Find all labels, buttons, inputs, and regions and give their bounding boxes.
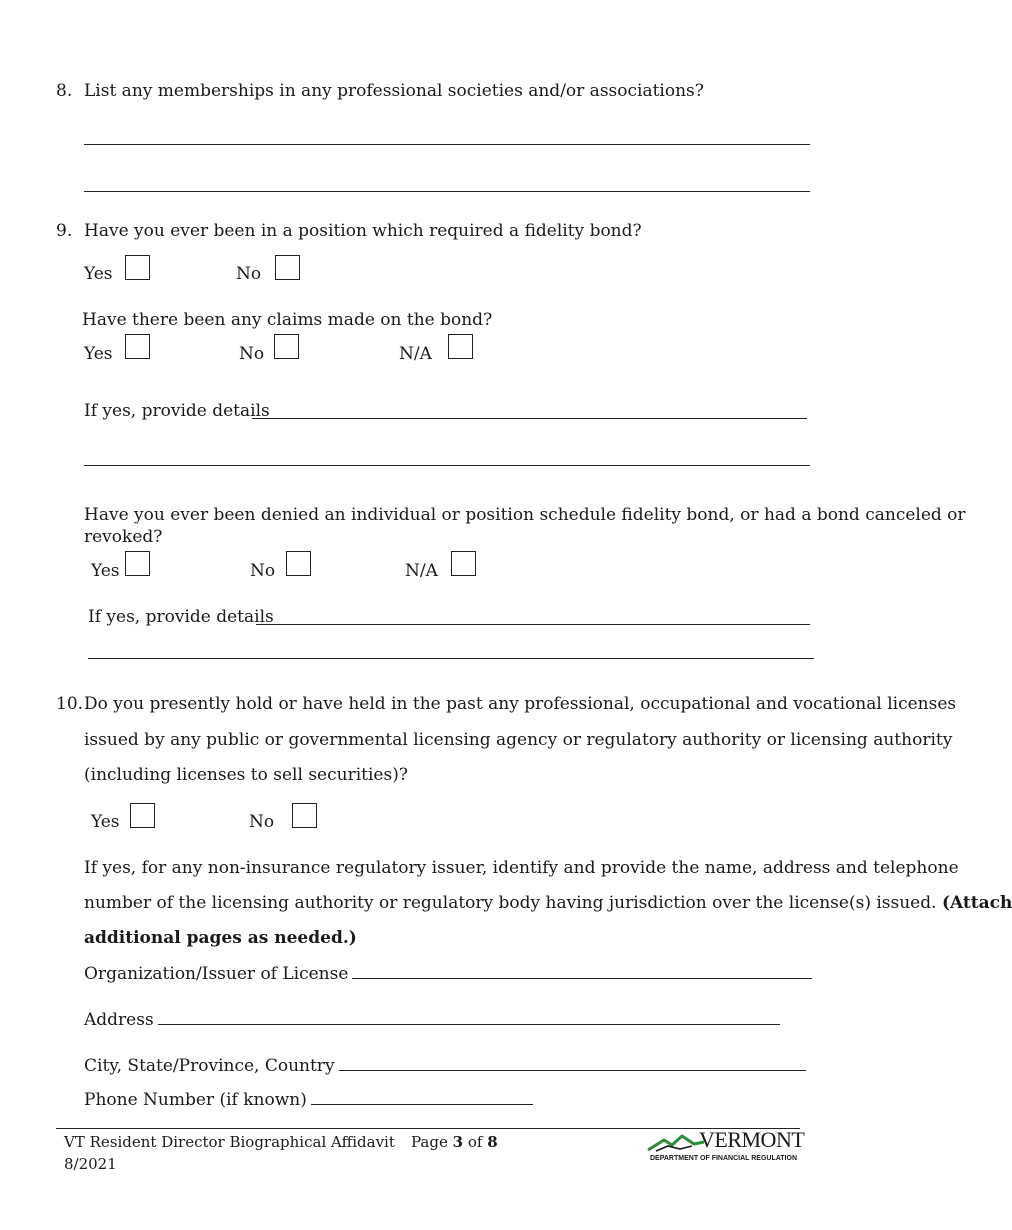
q9-no-label: No xyxy=(236,264,262,284)
q8-answer-line-2[interactable] xyxy=(84,191,810,192)
q9-details-line-2b[interactable] xyxy=(88,658,814,659)
q10-attach-note-2: additional pages as needed.) xyxy=(84,928,357,948)
logo-department: DEPARTMENT OF FINANCIAL REGULATION xyxy=(650,1155,797,1162)
q10-number: 10. xyxy=(56,694,84,714)
q9-claims-yes-label: Yes xyxy=(84,344,113,364)
footer-page-total: 8 xyxy=(487,1133,498,1151)
q9-claims-no-label: No xyxy=(239,344,265,364)
q10-phone-field xyxy=(84,1088,533,1111)
q9-claims-na-checkbox[interactable] xyxy=(448,334,473,359)
q10-question-line2: issued by any public or governmental licensing agency or regulatory authority or licensing authority xyxy=(84,730,953,750)
q9-question: Have you ever been in a position which required a fidelity bond? xyxy=(84,221,642,241)
q9-details-line-1b[interactable] xyxy=(84,465,810,466)
q9-denied-yes-checkbox[interactable] xyxy=(125,551,150,576)
mountain-logo-icon xyxy=(646,1130,706,1154)
vermont-dfr-logo xyxy=(646,1127,805,1168)
q9-denied-no-label: No xyxy=(250,561,276,581)
q10-org-label: Organization/Issuer of License xyxy=(84,964,349,984)
footer-doc-title: VT Resident Director Biographical Affidavit xyxy=(64,1133,395,1151)
q9-details-line-1a[interactable] xyxy=(252,418,807,419)
logo-wordmark: VERMONT xyxy=(699,1127,805,1152)
q10-org-input-line[interactable] xyxy=(352,962,812,979)
q10-no-checkbox[interactable] xyxy=(292,803,317,828)
q9-denied-question-line2: revoked? xyxy=(84,527,163,547)
q10-org-field xyxy=(84,962,812,985)
q10-yes-label: Yes xyxy=(91,812,120,832)
q9-yes-label: Yes xyxy=(84,264,113,284)
q9-details-label-2: If yes, provide details xyxy=(88,607,274,627)
q10-phone-label: Phone Number (if known) xyxy=(84,1090,307,1110)
q9-claims-question: Have there been any claims made on the bond? xyxy=(82,310,493,330)
q10-no-label: No xyxy=(249,812,275,832)
q9-details-line-2a[interactable] xyxy=(256,624,810,625)
footer-page-of: of xyxy=(467,1133,483,1151)
footer-page-number xyxy=(411,1132,498,1152)
q9-denied-yes-label: Yes xyxy=(91,561,120,581)
q10-attach-note-1: (Attach xyxy=(941,893,1012,913)
q9-denied-na-label: N/A xyxy=(405,561,438,581)
q9-denied-question-line1: Have you ever been denied an individual or position schedule fidelity bond, or had a bond canceled or xyxy=(84,505,966,525)
q9-claims-yes-checkbox[interactable] xyxy=(125,334,150,359)
q10-question-line1: Do you presently hold or have held in the past any professional, occupational and vocational licenses xyxy=(84,694,957,714)
q10-phone-input-line[interactable] xyxy=(311,1088,533,1105)
q9-denied-na-checkbox[interactable] xyxy=(451,551,476,576)
q9-number: 9. xyxy=(56,221,73,241)
footer-date: 8/2021 xyxy=(64,1155,117,1173)
q9-no-checkbox[interactable] xyxy=(275,255,300,280)
q10-info-line2-text: number of the licensing authority or regulatory body having jurisdiction over the license(s) issued. xyxy=(84,893,937,913)
q10-city-input-line[interactable] xyxy=(339,1054,806,1071)
q8-question: List any memberships in any professional societies and/or associations? xyxy=(84,81,704,101)
q9-claims-na-label: N/A xyxy=(399,344,432,364)
q9-details-label-1: If yes, provide details xyxy=(84,401,270,421)
q8-answer-line-1[interactable] xyxy=(84,144,810,145)
q10-yes-checkbox[interactable] xyxy=(130,803,155,828)
footer-page-current: 3 xyxy=(452,1133,464,1151)
q10-info-line1: If yes, for any non-insurance regulatory issuer, identify and provide the name, address and telephone xyxy=(84,858,959,878)
q10-city-label: City, State/Province, Country xyxy=(84,1056,335,1076)
q10-address-label: Address xyxy=(84,1010,154,1030)
q9-yes-checkbox[interactable] xyxy=(125,255,150,280)
q10-question-line3: (including licenses to sell securities)? xyxy=(84,765,408,785)
q10-address-field xyxy=(84,1008,780,1031)
q10-info-line2 xyxy=(84,892,1012,914)
q9-denied-no-checkbox[interactable] xyxy=(286,551,311,576)
q10-address-input-line[interactable] xyxy=(158,1008,780,1025)
footer-page-prefix: Page xyxy=(411,1133,448,1151)
q10-city-field xyxy=(84,1054,806,1077)
q9-claims-no-checkbox[interactable] xyxy=(274,334,299,359)
q8-number: 8. xyxy=(56,81,73,101)
